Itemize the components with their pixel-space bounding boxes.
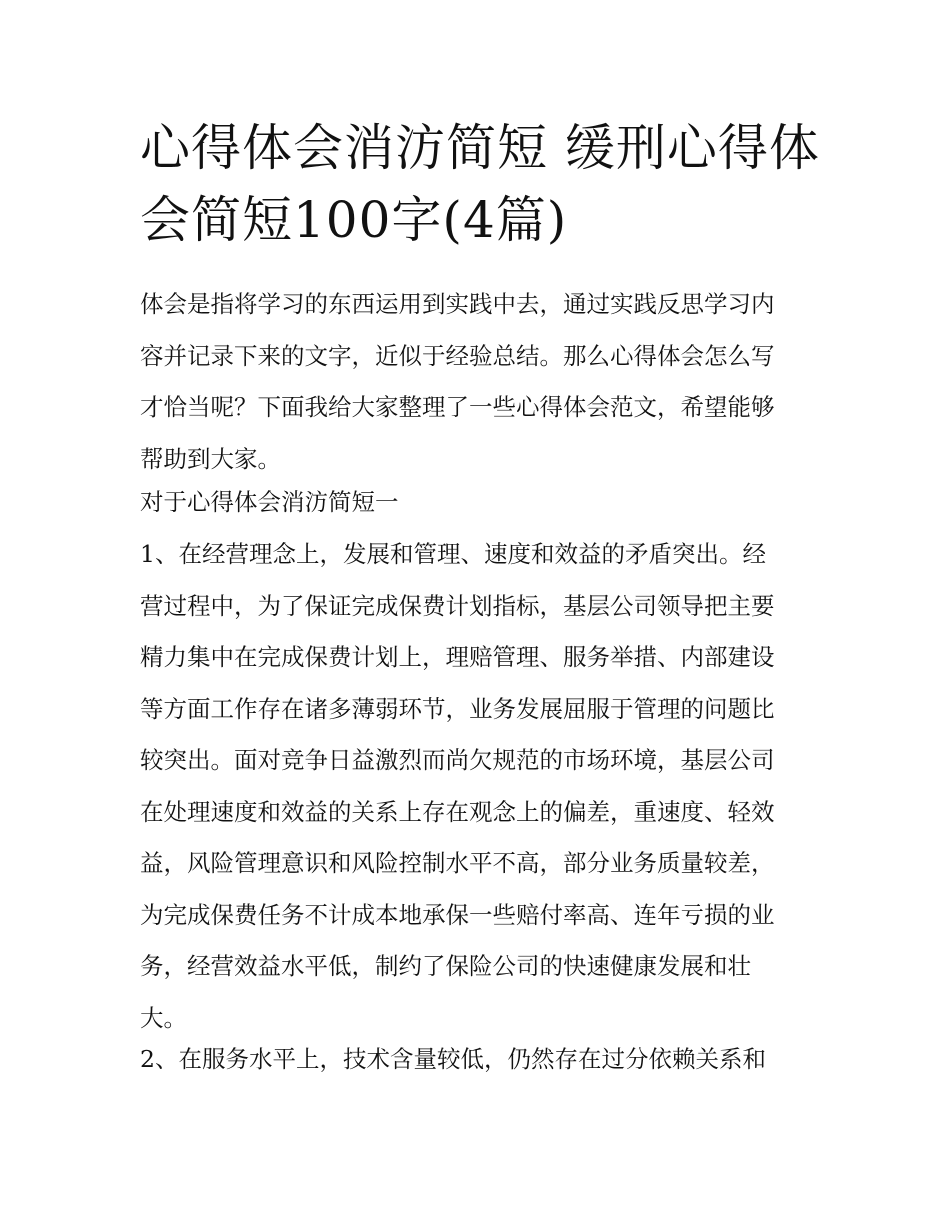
section-heading-text: 对于心得体会消汸简短一 [140,488,399,516]
title-line-2: 会简短100字(4篇) [140,191,568,249]
item-1-line-6: 在处理速度和效益的关系上存在观念上的偏差，重速度、轻效 [140,797,775,826]
intro-line-4: 帮助到大家。 [140,444,281,473]
item-2-paragraph [140,1034,820,1086]
item-1-line-10: 大。 [140,1003,187,1032]
item-1-line-2: 营过程中，为了保证完成保费计划指标，基层公司领导把主要 [140,591,775,620]
intro-line-2: 容并记录下来的文字，近似于经验总结。那么心得体会怎么写 [140,341,775,370]
item-2-line-1: 2、在服务水平上，技术含量较低，仍然存在过分依赖关系和 [140,1045,766,1073]
intro-paragraph [140,279,820,485]
section-heading [140,477,820,529]
title-line-1: 心得体会消汸简短 缓刑心得体 [140,119,820,177]
item-1-paragraph [140,529,820,1044]
item-1-line-5: 较突出。面对竞争日益激烈而尚欠规范的市场环境，基层公司 [140,746,775,774]
item-1-line-4: 等方面工作存在诸多薄弱环节，业务发展屈服于管理的问题比 [140,694,775,723]
item-1-line-1: 1、在经营理念上，发展和管理、速度和效益的矛盾突出。经 [140,540,766,568]
document-title [140,112,820,256]
intro-line-3: 才恰当呢？下面我给大家整理了一些心得体会范文，希望能够 [140,393,775,421]
item-1-line-3: 精力集中在完成保费计划上，理赔管理、服务举措、内部建设 [140,643,775,671]
item-1-line-8: 为完成保费任务不计成本地承保一些赔付率高、连年亏损的业 [140,900,775,929]
item-1-line-9: 务，经营效益水平低，制约了保险公司的快速健康发展和壮 [140,952,751,980]
item-1-line-7: 益，风险管理意识和风险控制水平不高，部分业务质量较差， [140,849,775,877]
intro-line-1: 体会是指将学习的东西运用到实践中去，通过实践反思学习内 [140,290,775,318]
